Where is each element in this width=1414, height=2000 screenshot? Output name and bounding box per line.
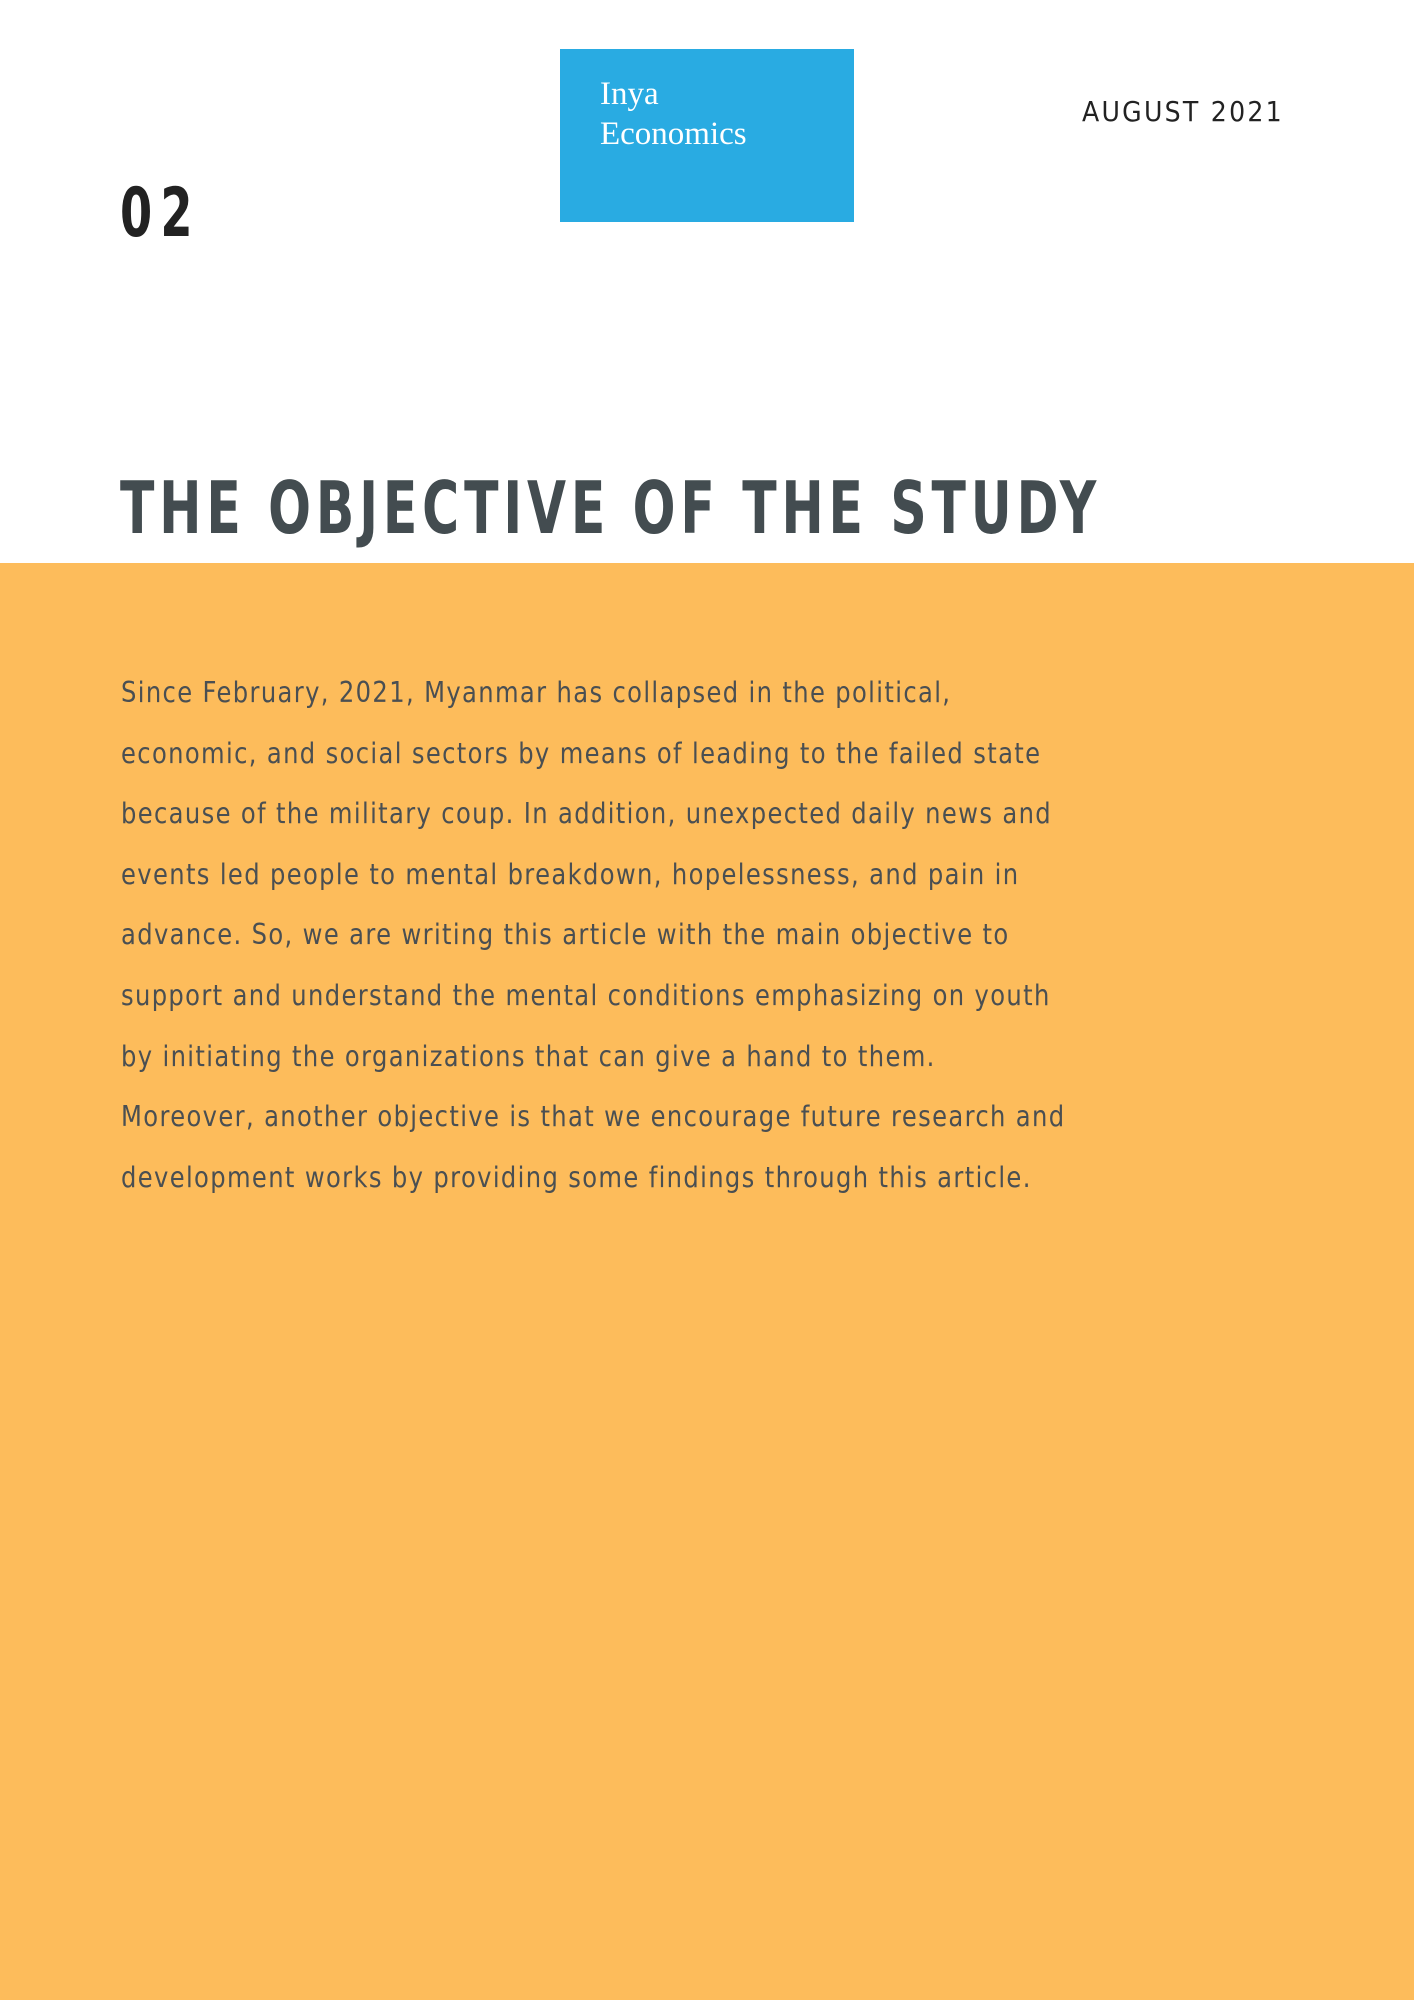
inya-economics-logo [560, 49, 854, 222]
body-line: development works by providing some findings through this article. [121, 1160, 1032, 1194]
publication-date: AUGUST 2021 [1082, 95, 1284, 128]
body-paragraph [121, 663, 1226, 1208]
body-line: events led people to mental breakdown, hopelessness, and pain in [121, 857, 1020, 891]
body-line: advance. So, we are writing this article with the main objective to [121, 918, 1010, 952]
body-line: Moreover, another objective is that we encourage future research and [121, 1100, 1066, 1134]
logo-text-line-2: Economics [600, 116, 747, 152]
section-title: THE OBJECTIVE OF THE STUDY [120, 466, 1102, 550]
body-line: economic, and social sectors by means of leading to the failed state [121, 736, 1042, 770]
body-line: Since February, 2021, Myanmar has collapsed in the political, [121, 676, 952, 709]
page-number: 02 [120, 174, 201, 253]
body-line: support and understand the mental conditions emphasizing on youth [121, 978, 1051, 1012]
body-line: by initiating the organizations that can give a hand to them. [121, 1039, 936, 1073]
body-line: because of the military coup. In addition, unexpected daily news and [121, 797, 1053, 831]
logo-text-line-1: Inya [600, 76, 659, 112]
